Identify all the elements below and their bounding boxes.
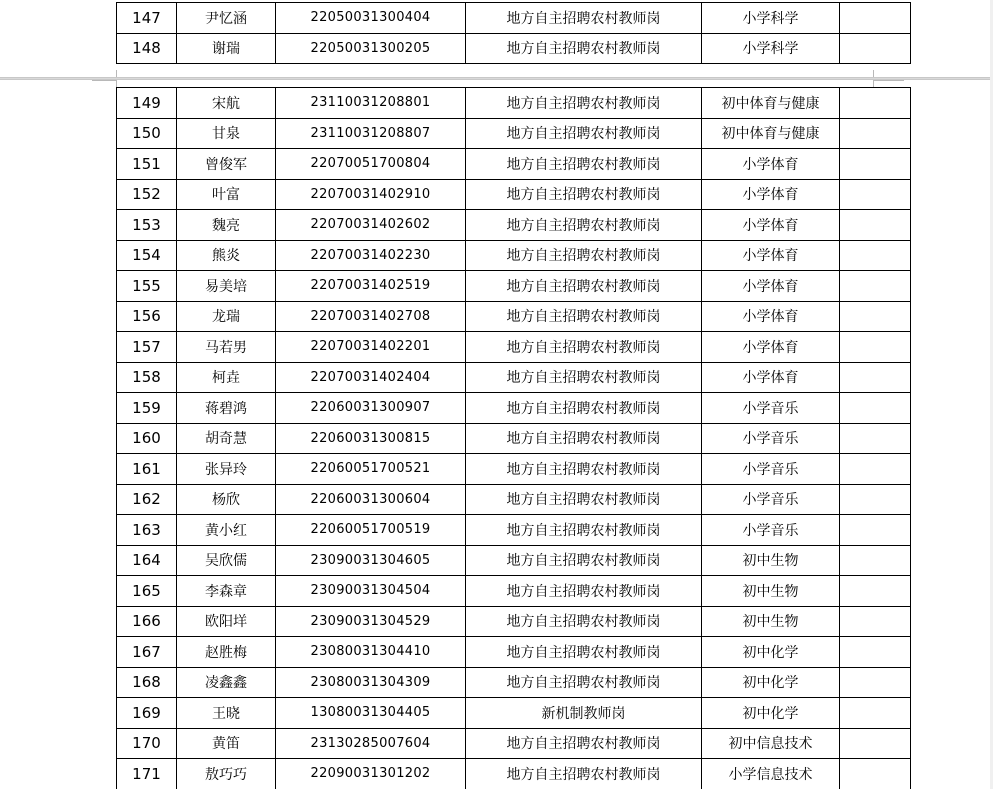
row-number-cell: 153 <box>117 210 177 241</box>
table-row <box>117 698 911 729</box>
table-row <box>117 393 911 424</box>
subject-cell: 小学科学 <box>702 3 840 34</box>
remark-cell <box>840 515 911 546</box>
table-row <box>117 3 911 34</box>
crop-mark-right <box>873 70 904 77</box>
subject-cell: 小学体育 <box>702 301 840 332</box>
exam-id-cell: 13080031304405 <box>276 698 466 729</box>
row-number-cell: 163 <box>117 515 177 546</box>
row-number-cell: 150 <box>117 118 177 149</box>
remark-cell <box>840 454 911 485</box>
exam-id-cell: 23110031208801 <box>276 88 466 119</box>
table-row <box>117 33 911 64</box>
table-row <box>117 606 911 637</box>
row-number-cell: 157 <box>117 332 177 363</box>
name-cell: 蒋碧鸿 <box>177 393 276 424</box>
table-row <box>117 179 911 210</box>
exam-id-cell: 22060031300907 <box>276 393 466 424</box>
name-cell: 杨欣 <box>177 484 276 515</box>
row-number-cell: 169 <box>117 698 177 729</box>
subject-cell: 初中生物 <box>702 576 840 607</box>
row-number-cell: 171 <box>117 759 177 789</box>
exam-id-cell: 23110031208807 <box>276 118 466 149</box>
exam-id-cell: 22070031402519 <box>276 271 466 302</box>
subject-cell: 小学体育 <box>702 271 840 302</box>
row-number-cell: 147 <box>117 3 177 34</box>
exam-id-cell: 22060031300604 <box>276 484 466 515</box>
exam-id-cell: 23130285007604 <box>276 728 466 759</box>
row-number-cell: 149 <box>117 88 177 119</box>
post-cell: 地方自主招聘农村教师岗 <box>466 240 702 271</box>
name-cell: 马若男 <box>177 332 276 363</box>
table-row <box>117 301 911 332</box>
name-cell: 谢瑞 <box>177 33 276 64</box>
remark-cell <box>840 3 911 34</box>
table-row <box>117 759 911 789</box>
table-row <box>117 240 911 271</box>
subject-cell: 小学体育 <box>702 362 840 393</box>
name-cell: 柯垚 <box>177 362 276 393</box>
table-row <box>117 210 911 241</box>
name-cell: 叶富 <box>177 179 276 210</box>
name-cell: 曾俊军 <box>177 149 276 180</box>
row-number-cell: 152 <box>117 179 177 210</box>
row-number-cell: 158 <box>117 362 177 393</box>
row-number-cell: 166 <box>117 606 177 637</box>
row-number-cell: 167 <box>117 637 177 668</box>
exam-id-cell: 23080031304410 <box>276 637 466 668</box>
name-cell: 黄笛 <box>177 728 276 759</box>
exam-id-cell: 23090031304504 <box>276 576 466 607</box>
name-cell: 欧阳垟 <box>177 606 276 637</box>
subject-cell: 小学体育 <box>702 240 840 271</box>
table-row <box>117 576 911 607</box>
row-number-cell: 155 <box>117 271 177 302</box>
subject-cell: 小学体育 <box>702 210 840 241</box>
exam-id-cell: 22070031402404 <box>276 362 466 393</box>
remark-cell <box>840 759 911 789</box>
row-number-cell: 164 <box>117 545 177 576</box>
exam-id-cell: 22060051700519 <box>276 515 466 546</box>
subject-cell: 初中化学 <box>702 698 840 729</box>
row-number-cell: 160 <box>117 423 177 454</box>
name-cell: 敖巧巧 <box>177 759 276 789</box>
exam-id-cell: 23080031304309 <box>276 667 466 698</box>
remark-cell <box>840 271 911 302</box>
table-row <box>117 454 911 485</box>
exam-id-cell: 22070051700804 <box>276 149 466 180</box>
subject-cell: 小学体育 <box>702 149 840 180</box>
remark-cell <box>840 362 911 393</box>
row-number-cell: 156 <box>117 301 177 332</box>
row-number-cell: 148 <box>117 33 177 64</box>
post-cell: 地方自主招聘农村教师岗 <box>466 3 702 34</box>
remark-cell <box>840 606 911 637</box>
row-number-cell: 151 <box>117 149 177 180</box>
crop-mark-left <box>92 80 117 88</box>
post-cell: 地方自主招聘农村教师岗 <box>466 301 702 332</box>
remark-cell <box>840 332 911 363</box>
name-cell: 凌鑫鑫 <box>177 667 276 698</box>
table-row <box>117 515 911 546</box>
remark-cell <box>840 88 911 119</box>
post-cell: 地方自主招聘农村教师岗 <box>466 88 702 119</box>
results-table-continued <box>116 2 911 64</box>
exam-id-cell: 22090031301202 <box>276 759 466 789</box>
post-cell: 地方自主招聘农村教师岗 <box>466 332 702 363</box>
exam-id-cell: 22070031402230 <box>276 240 466 271</box>
name-cell: 李森章 <box>177 576 276 607</box>
post-cell: 地方自主招聘农村教师岗 <box>466 179 702 210</box>
row-number-cell: 162 <box>117 484 177 515</box>
exam-id-cell: 22050031300205 <box>276 33 466 64</box>
remark-cell <box>840 667 911 698</box>
post-cell: 地方自主招聘农村教师岗 <box>466 149 702 180</box>
name-cell: 龙瑞 <box>177 301 276 332</box>
remark-cell <box>840 149 911 180</box>
subject-cell: 小学音乐 <box>702 454 840 485</box>
remark-cell <box>840 728 911 759</box>
table-row <box>117 362 911 393</box>
post-cell: 地方自主招聘农村教师岗 <box>466 210 702 241</box>
exam-id-cell: 23090031304605 <box>276 545 466 576</box>
subject-cell: 小学音乐 <box>702 393 840 424</box>
remark-cell <box>840 576 911 607</box>
remark-cell <box>840 118 911 149</box>
table-row <box>117 484 911 515</box>
exam-id-cell: 22070031402201 <box>276 332 466 363</box>
results-table <box>116 87 911 789</box>
page-previous-bottom <box>0 0 993 77</box>
remark-cell <box>840 33 911 64</box>
table-row <box>117 118 911 149</box>
table-row <box>117 149 911 180</box>
post-cell: 地方自主招聘农村教师岗 <box>466 33 702 64</box>
subject-cell: 初中信息技术 <box>702 728 840 759</box>
subject-cell: 小学音乐 <box>702 423 840 454</box>
remark-cell <box>840 698 911 729</box>
name-cell: 王晓 <box>177 698 276 729</box>
post-cell: 地方自主招聘农村教师岗 <box>466 423 702 454</box>
subject-cell: 初中化学 <box>702 667 840 698</box>
table-row <box>117 545 911 576</box>
subject-cell: 小学体育 <box>702 332 840 363</box>
row-number-cell: 159 <box>117 393 177 424</box>
row-number-cell: 165 <box>117 576 177 607</box>
table-row <box>117 271 911 302</box>
name-cell: 宋航 <box>177 88 276 119</box>
exam-id-cell: 22060031300815 <box>276 423 466 454</box>
name-cell: 赵胜梅 <box>177 637 276 668</box>
subject-cell: 初中体育与健康 <box>702 88 840 119</box>
name-cell: 张异玲 <box>177 454 276 485</box>
name-cell: 胡奇慧 <box>177 423 276 454</box>
page-next-top <box>0 80 993 789</box>
name-cell: 易美培 <box>177 271 276 302</box>
post-cell: 地方自主招聘农村教师岗 <box>466 576 702 607</box>
remark-cell <box>840 637 911 668</box>
remark-cell <box>840 179 911 210</box>
name-cell: 黄小红 <box>177 515 276 546</box>
post-cell: 地方自主招聘农村教师岗 <box>466 515 702 546</box>
table-row <box>117 667 911 698</box>
post-cell: 地方自主招聘农村教师岗 <box>466 637 702 668</box>
post-cell: 地方自主招聘农村教师岗 <box>466 606 702 637</box>
post-cell: 地方自主招聘农村教师岗 <box>466 454 702 485</box>
table-row <box>117 728 911 759</box>
subject-cell: 小学音乐 <box>702 515 840 546</box>
remark-cell <box>840 210 911 241</box>
row-number-cell: 154 <box>117 240 177 271</box>
subject-cell: 小学信息技术 <box>702 759 840 789</box>
exam-id-cell: 22060051700521 <box>276 454 466 485</box>
exam-id-cell: 22050031300404 <box>276 3 466 34</box>
row-number-cell: 161 <box>117 454 177 485</box>
remark-cell <box>840 484 911 515</box>
table-row <box>117 332 911 363</box>
remark-cell <box>840 423 911 454</box>
post-cell: 地方自主招聘农村教师岗 <box>466 362 702 393</box>
subject-cell: 小学体育 <box>702 179 840 210</box>
post-cell: 地方自主招聘农村教师岗 <box>466 118 702 149</box>
name-cell: 甘泉 <box>177 118 276 149</box>
remark-cell <box>840 240 911 271</box>
crop-mark-left <box>92 70 117 77</box>
row-number-cell: 168 <box>117 667 177 698</box>
post-cell: 地方自主招聘农村教师岗 <box>466 484 702 515</box>
exam-id-cell: 22070031402602 <box>276 210 466 241</box>
exam-id-cell: 22070031402910 <box>276 179 466 210</box>
post-cell: 地方自主招聘农村教师岗 <box>466 728 702 759</box>
post-cell: 地方自主招聘农村教师岗 <box>466 545 702 576</box>
exam-id-cell: 23090031304529 <box>276 606 466 637</box>
name-cell: 熊炎 <box>177 240 276 271</box>
name-cell: 魏亮 <box>177 210 276 241</box>
subject-cell: 小学音乐 <box>702 484 840 515</box>
subject-cell: 初中生物 <box>702 545 840 576</box>
subject-cell: 初中体育与健康 <box>702 118 840 149</box>
name-cell: 吴欣儒 <box>177 545 276 576</box>
subject-cell: 初中生物 <box>702 606 840 637</box>
remark-cell <box>840 393 911 424</box>
table-row <box>117 423 911 454</box>
post-cell: 地方自主招聘农村教师岗 <box>466 271 702 302</box>
subject-cell: 初中化学 <box>702 637 840 668</box>
exam-id-cell: 22070031402708 <box>276 301 466 332</box>
post-cell: 地方自主招聘农村教师岗 <box>466 667 702 698</box>
remark-cell <box>840 301 911 332</box>
remark-cell <box>840 545 911 576</box>
post-cell: 地方自主招聘农村教师岗 <box>466 393 702 424</box>
row-number-cell: 170 <box>117 728 177 759</box>
subject-cell: 小学科学 <box>702 33 840 64</box>
post-cell: 新机制教师岗 <box>466 698 702 729</box>
post-cell: 地方自主招聘农村教师岗 <box>466 759 702 789</box>
name-cell: 尹忆涵 <box>177 3 276 34</box>
table-row <box>117 88 911 119</box>
table-row <box>117 637 911 668</box>
